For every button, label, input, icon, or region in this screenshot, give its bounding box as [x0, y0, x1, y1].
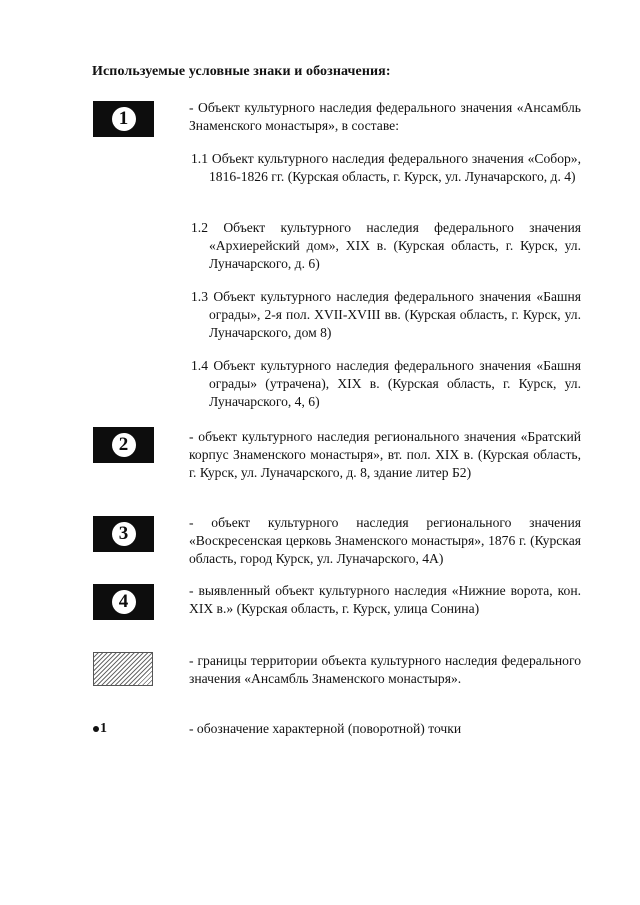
legend-subitem-1-1: 1.1 Объект культурного наследия федерального значения «Собор», 1816-1826 гг. (Курская область, г. Курск, ул. Луначарского, д. 4) — [191, 151, 581, 184]
legend-entry-1: - Объект культурного наследия федерального значения «Ансамбль Знаменского монастыря», в составе: — [189, 100, 581, 133]
point-marker-label: 1 — [100, 721, 107, 736]
legend-marker-4 — [93, 584, 154, 620]
legend-entry-3: - объект культурного наследия регионального значения «Воскресенская церковь Знаменского монастыря», 1876 г. (Курская область, город Курск, ул. Луначарского, 4А) — [189, 515, 581, 566]
legend-entry-5: - границы территории объекта культурного наследия федерального значения «Ансамбль Знаменского монастыря». — [189, 653, 581, 686]
legend-subitem-1-3: 1.3 Объект культурного наследия федерального значения «Башня ограды», 2-я пол. XVII-XVIII вв. (Курская область, г. Курск, ул. Луначарского, дом 8) — [191, 289, 581, 340]
point-dot-icon — [93, 726, 99, 732]
legend-entry-6: - обозначение характерной (поворотной) точки — [189, 721, 462, 736]
number-1-icon: 1 — [112, 107, 136, 131]
number-4-icon: 4 — [112, 590, 136, 614]
point-marker — [93, 720, 107, 738]
hatched-boundary-swatch — [93, 652, 153, 686]
number-2-icon: 2 — [112, 433, 136, 457]
legend-subitem-1-2: 1.2 Объект культурного наследия федерального значения «Архиерейский дом», XIX в. (Курская область, г. Курск, ул. Луначарского, д. 6) — [191, 220, 581, 271]
legend-marker-2 — [93, 427, 154, 463]
legend-entry-4: - выявленный объект культурного наследия «Нижние ворота, кон. XIX в.» (Курская область, г. Курск, улица Сонина) — [189, 583, 581, 616]
page-title: Используемые условные знаки и обозначения: — [92, 64, 391, 79]
legend-marker-3 — [93, 516, 154, 552]
legend-marker-1 — [93, 101, 154, 137]
number-3-icon: 3 — [112, 522, 136, 546]
legend-subitem-1-4: 1.4 Объект культурного наследия федерального значения «Башня ограды» (утрачена), XIX в. (Курская область, г. Курск, ул. Луначарского, 4, 6) — [191, 358, 581, 409]
legend-entry-2: - объект культурного наследия регионального значения «Братский корпус Знаменского монастыря», вт. пол. XIX в. (Курская область, г. Курск, ул. Луначарского, д. 8, здание литер Б2) — [189, 429, 581, 480]
